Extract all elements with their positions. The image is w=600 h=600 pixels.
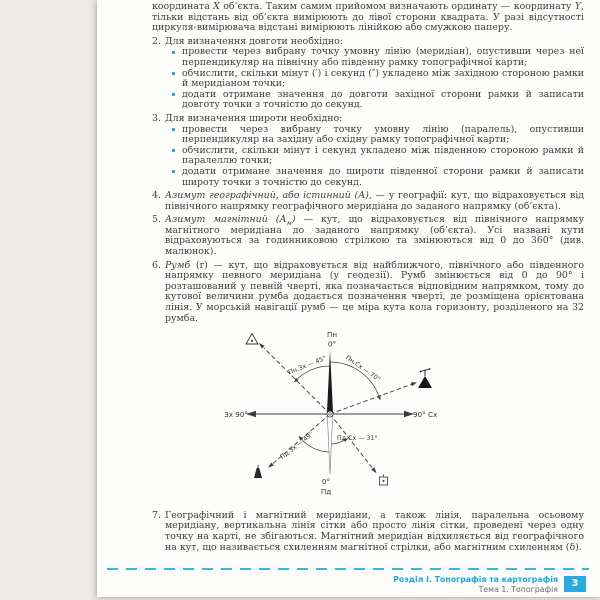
bullet-list: [165, 47, 584, 111]
item-number: 7.: [152, 509, 161, 521]
needle-north-half: [327, 350, 333, 414]
rumb-sw-label: Пд.Зх — 49°: [279, 430, 316, 462]
bullet-item: [172, 47, 584, 68]
bullet-item: [172, 125, 584, 146]
east-label: 90° Сх: [413, 410, 438, 420]
bullet-text: провести через вибрану точку умовну лінію (меридіан), опустивши через неї перпендикуляр на північну або південну рамку топографічної карти;: [182, 46, 584, 68]
item-text: Географічний і магнітний меридіани, а також лінія, паралельна осьовому меридіану, вертикальна лінія сітки або просто лінія сітки, проведені через одну точку на карті, не збігаються. Магнітний меридіан відхиляється від географічного на кут, що називається схиленням магнітної стрілки, або магнітним схиленням (δ).: [165, 509, 584, 553]
bullet-item: [172, 90, 584, 111]
bullet-text: провести через вибрану точку умовну лінію (паралель), опустивши перпендикуляр на західну або східну рамку топографічної карти;: [182, 123, 584, 146]
page-number-badge: 3: [564, 576, 586, 592]
south-degree-label: 0°: [321, 477, 331, 487]
building-point-icon: [380, 474, 388, 485]
subscript: м: [286, 219, 292, 228]
north-degree-label: 0°: [327, 339, 337, 349]
bullet-icon: [172, 149, 175, 152]
variable-x: X: [213, 1, 220, 12]
item-number: 6.: [152, 259, 161, 271]
dashed-separator: [107, 568, 589, 570]
footer-text: [393, 575, 558, 594]
item-text: (r) — кут, що відраховується від найближчого, північного або південного напрямку певного меридіана (у геодезії). Румб змінюється від 0 до 90° і розташований у певній чверті, яка позначається відповідним напрямком, тому до кутової величини румба додається позначення чверті, де розміщена орієнтована лінія. У морській навігації румб — це міра кута кола горизонту, розділеного на 32 румба.: [165, 259, 584, 324]
paragraph-text: об’єкта. Таким самим прийомом визначають ординату — координату: [219, 1, 575, 12]
bullet-item: [172, 69, 584, 90]
bullet-item: [172, 146, 584, 167]
footer-chapter: Розділ I. Топографія та картографія: [393, 575, 558, 584]
azimuth-rumb-diagram: [174, 326, 584, 506]
list-item-6: [152, 261, 584, 325]
variable-y: Y: [574, 1, 582, 12]
item-intro: Для визначення широти необхідно:: [165, 112, 343, 124]
page-footer: [393, 575, 586, 594]
page-content: [152, 2, 584, 553]
book-page: [97, 0, 600, 597]
bullet-list: [165, 125, 584, 189]
rumb-ne-label: Пн.Сх — 70°: [344, 354, 382, 384]
bullet-text: обчислити, скільки мінут і секунд укладено між південною стороною рамки й паралеллю точки;: [182, 144, 584, 167]
compass-needle: [327, 350, 333, 474]
term-azimuth-magnetic: Азимут магнітний (А: [165, 214, 287, 226]
needle-pivot: [327, 411, 333, 417]
term-rumb: Румб: [165, 259, 191, 271]
bullet-icon: [172, 128, 175, 131]
footer-topic: Тема 1. Топографія: [478, 584, 558, 594]
paragraph-text: координата: [152, 1, 214, 12]
bullet-icon: [172, 170, 175, 173]
west-label: Зх 90°: [224, 410, 248, 420]
windmill-icon: [418, 368, 432, 388]
item-number: 5.: [152, 214, 161, 226]
rumb-nw-label: Пн.Зх — 45°: [287, 355, 328, 377]
south-label: Пд: [320, 487, 332, 497]
compass-diagram-figure: [174, 326, 494, 502]
arc-arrowheads: [294, 378, 381, 442]
term-azimuth-magnetic: ): [291, 214, 296, 226]
bullet-text: додати отримане значення до широти південної сторони рамки й записати широту точки з точністю до секунд.: [182, 165, 584, 188]
bullet-icon: [172, 72, 175, 75]
bullet-text: обчислити, скільки мінут (′) і секунд (″) укладено між західною стороною рамки й меридіаном точки;: [182, 67, 584, 90]
item-intro: Для визначення довготи необхідно:: [165, 35, 343, 47]
north-label: Пн: [326, 330, 338, 340]
item-number: 3.: [152, 112, 161, 124]
item-text: — кут, що відраховується від північного напрямку магнітного меридіана до заданого напрямку (об’єкта). Усі названі кути відраховуються за годинниковою стрілкою та змінюються від 0 до 360° (див. малюнок).: [165, 214, 584, 258]
rumb-se-label: Пд.Сх — 31°: [337, 435, 378, 443]
list-item-4: [152, 191, 584, 212]
bullet-icon: [172, 51, 175, 54]
list-item-3: [152, 114, 584, 188]
list-item-7: [152, 511, 584, 553]
list-item-2: [152, 37, 584, 111]
item-text: — у географії: кут, що відраховується від північного напрямку географічного меридіана до заданого напрямку (об’єкта).: [165, 190, 585, 212]
intro-paragraph: [152, 2, 584, 34]
bullet-item: [172, 167, 584, 188]
tower-icon: [254, 465, 262, 478]
geodetic-point-icon: [246, 334, 258, 345]
bullet-text: додати отримане значення до довготи західної сторони рамки й записати довготу точки з точністю до секунд.: [182, 88, 584, 111]
paragraph-text: , тільки відстань від об’єкта вимірюють до лівої сторони квадрата. У разі відсутності циркуля-вимірювача відстані вимірюють лінійкою або смужкою паперу.: [152, 1, 585, 34]
item-number: 2.: [152, 35, 161, 47]
bullet-icon: [172, 93, 175, 96]
term-azimuth-geographic: Азимут географічний, або істинний (А),: [165, 190, 372, 202]
list-item-5: [152, 215, 584, 257]
item-number: 4.: [152, 190, 161, 202]
